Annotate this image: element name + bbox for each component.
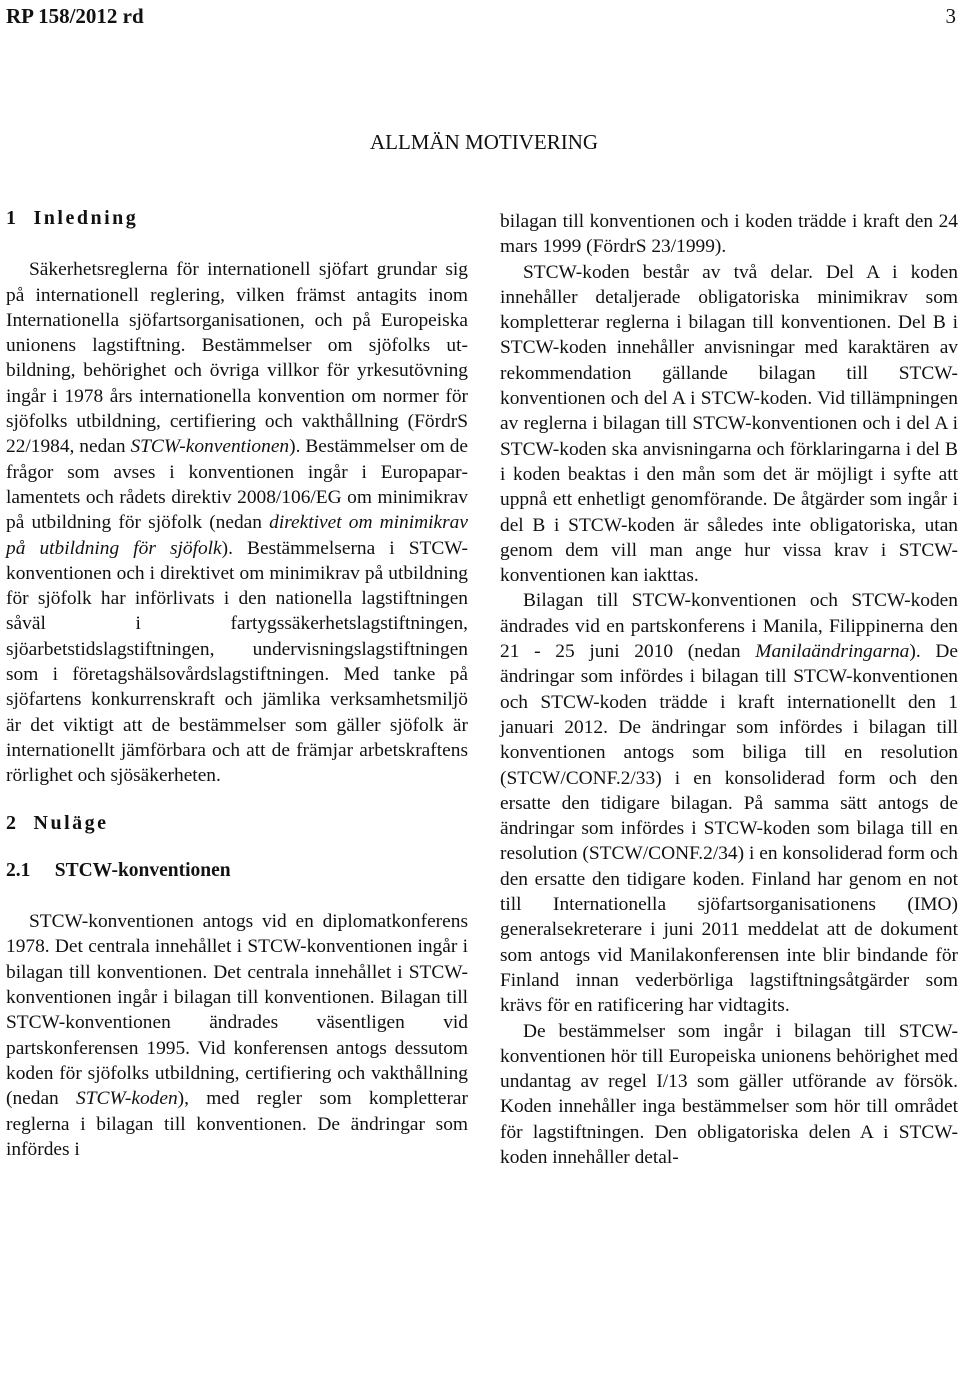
paragraph-stcw-part-2: ), med regler som kompletterar reglerna i bilagan till konventionen. De ändringar som infördes i — [6, 1088, 468, 1160]
paragraph-inledning-part-1: Säkerhetsreglerna för internationell sjöfart grundar sig på internationell reglering, vilken främst antagits inom Internationella sjöfartsorganisationen, och på Europeiska unionens lagstiftning. Bestämmelser om sjöfolks utbildning, behörighet och övriga villkor för yrkesutövning ingår i 1978 års internationella konvention om normer för sjöfolks utbildning, certifiering och vakthållning (FördrS 22/1984, nedan — [6, 259, 468, 458]
subsection-2-1-heading — [6, 858, 468, 883]
term-stcw-koden: STCW-koden — [76, 1088, 178, 1110]
section-1-number: 1 — [6, 207, 19, 229]
term-manilaandringarna: Manilaändringarna — [755, 641, 910, 663]
section-1-title: Inledning — [33, 207, 139, 229]
paragraph-continuation: bilagan till konventionen och i koden trädde i kraft den 24 mars 1999 (FördrS 23/1999). — [500, 211, 958, 258]
term-stcw-konventionen: STCW-konventionen — [130, 436, 290, 458]
paragraph-inledning-part-2: ). Bestämmelser om de frågor som avses i konventionen ingår i Europaparlamentets och rådets direktiv 2008/106/EG om minimikrav på utbildning för sjöfolk (nedan — [6, 436, 468, 534]
paragraph-manila — [500, 588, 958, 1018]
running-header-left: RP 158/2012 rd — [6, 4, 144, 28]
subsection-2-1-number: 2.1 — [6, 859, 31, 881]
section-1-heading — [6, 206, 468, 231]
paragraph-stcw-koden-delar: STCW-koden består av två delar. Del A i koden innehåller detaljerade obligatoriska minimikrav som kompletterar reglerna i bilagan till konventionen. Del B i STCW-koden innehåller anvisningar med karaktären av rekommendation gällande bilagan till STCW-konventionen och del A i STCW-koden. Vid tillämpningen av reglerna i bilagan till STCW-konventionen och i del A i STCW-koden ska anvisningarna och förklaringarna i del B i koden beaktas i den mån som det är möjligt i syfte att uppnå ett enhetligt genomförande. De åtgärder som ingår i del B i STCW-koden är således inte obligatoriska, utan genom dem vill man ange hur vissa krav i STCW-konventionen kan iakttas. — [500, 261, 958, 587]
left-column — [6, 206, 468, 1162]
paragraph-stcw-konventionen — [6, 909, 468, 1162]
paragraph-manila-part-1: Bilagan till STCW-konventionen och STCW-koden ändrades vid en partskonferens i Manila, Filippinerna den 21 - 25 juni 2010 (nedan — [500, 590, 958, 663]
section-2-number: 2 — [6, 811, 19, 834]
subsection-2-1-title: STCW-konventionen — [54, 859, 231, 881]
paragraph-manila-part-2: ). De ändringar som infördes i bilagan till STCW-konventionen och STCW-koden trädde i kraft internationellt den 1 januari 2012. De ändringar som infördes i bilagan till konventionen antogs som biliga till en resolution (STCW/CONF.2/33) i en konsoliderad form och den ersatte den tidigare bilagan. På samma sätt antogs de ändringar som infördes i STCW-koden som bilaga till en resolution (STCW/CONF.2/34) i en konsoliderad form och den ersatte den tidigare koden. Finland har genom en not till Internationella sjöfartsorganisationens (IMO) generalsekreterare i juni 2011 meddelat att de dokument som antogs vid Manilakonferensen inte blir bindande för Finland innan vederbörliga lagstiftningsåtgärder som krävs för en ratificering har vidtagits. — [500, 641, 958, 1017]
section-2-title: Nuläge — [33, 811, 109, 834]
section-2-heading — [6, 811, 468, 836]
paragraph-stcw-part-1: STCW-konventionen antogs vid en diplomatkonferens 1978. Det centrala innehållet i STCW-konventionen ingår i bilagan till konventionen. Det centrala innehållet i STCW-konventionen ingår i bilagan till konventionen. Bilagan till STCW-konventionen ändrades väsentligen vid partskonferensen 1995. Vid konferensen antogs dessutom koden för sjöfolks utbildning, certifiering och vakthållning (nedan — [6, 911, 468, 1110]
right-column — [500, 209, 958, 1170]
paragraph-inledning — [6, 257, 468, 788]
main-title: ALLMÄN MOTIVERING — [369, 130, 599, 154]
page-number: 3 — [945, 4, 956, 28]
term-direktivet: direktivet om minimikrav på utbildning för sjöfolk — [6, 512, 468, 559]
paragraph-inledning-part-3: ). Bestämmelserna i STCW-konventionen och i direktivet om minimikrav på utbildning för sjöfolk har införlivats i den nationella lagstiftningen såväl i fartygssäkerhetslagstiftningen, sjöarbetstidslagstiftningen, undervisningslagstiftningen som i företagshälsovårdslagstiftningen. Med tanke på sjöfartens konkurrenskraft och jämlika verksamhetsmiljö är det viktigt att de bestämmelser som gäller sjöfolk är internationellt jämförbara och att de främjar arbetskraftens rörlighet och sjösäkerheten. — [6, 537, 468, 787]
paragraph-eu-behorighet: De bestämmelser som ingår i bilagan till STCW-konventionen hör till Europeiska unionens behörighet med undantag av regel I/13 som gäller utförande av försök. Koden innehåller inga bestämmelser som hör till området för lagstiftningen. Den obligatoriska delen A i STCW-koden innehåller detal- — [500, 1020, 958, 1168]
